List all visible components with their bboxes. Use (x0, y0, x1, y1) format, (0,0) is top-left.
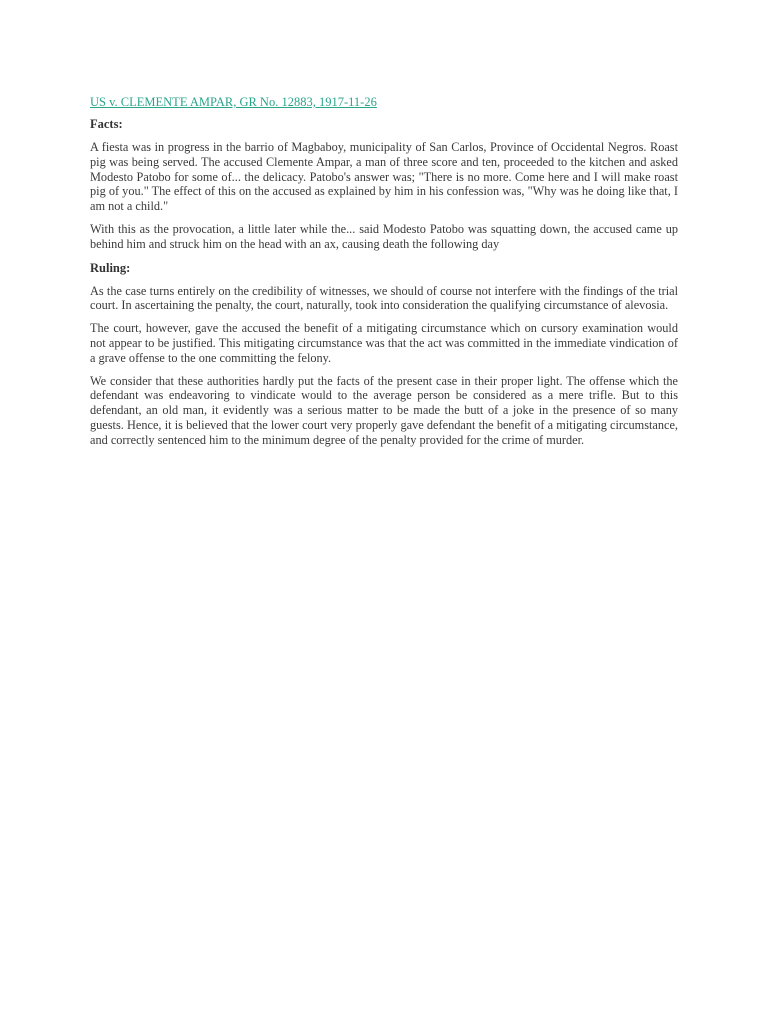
ruling-heading: Ruling: (90, 260, 131, 275)
facts-section (90, 116, 678, 252)
ruling-paragraph-2: The court, however, gave the accused the benefit of a mitigating circumstance which on cursory examination would not appear to be justified. This mitigating circumstance was that the act was committed in the immediate vindication of a grave offense to the one committing the felony. (90, 321, 678, 365)
ruling-paragraph-1: As the case turns entirely on the credibility of witnesses, we should of course not interfere with the findings of the trial court. In ascertaining the penalty, the court, naturally, took into consideration the qualifying circumstance of alevosia. (90, 283, 678, 313)
case-title-link[interactable]: US v. CLEMENTE AMPAR, GR No. 12883, 1917-11-26 (90, 95, 377, 109)
ruling-paragraph-3: We consider that these authorities hardly put the facts of the present case in their proper light. The offense which the defendant was endeavoring to vindicate would to the average person be considered as a mere trifle. But to this defendant, an old man, it evidently was a serious matter to be made the butt of a joke in the presence of so many guests. Hence, it is believed that the lower court very properly gave defendant the benefit of a mitigating circumstance, and correctly sentenced him to the minimum degree of the penalty provided for the crime of murder. (90, 373, 678, 447)
facts-paragraph-2: With this as the provocation, a little later while the... said Modesto Patobo was squatting down, the accused came up behind him and struck him on the head with an ax, causing death the following day (90, 221, 678, 251)
facts-heading: Facts: (90, 117, 123, 131)
facts-paragraph-1: A fiesta was in progress in the barrio of Magbaboy, municipality of San Carlos, Province of Occidental Negros. Roast pig was being served. The accused Clemente Ampar, a man of three score and ten, proceeded to the kitchen and asked Modesto Patobo for some of... the delicacy. Patobo's answer was; "There is no more. Come here and I will make roast pig of you." The effect of this on the accused as explained by him in his confession was, "Why was he doing like that, I am not a child." (90, 140, 678, 214)
ruling-section (90, 260, 678, 448)
